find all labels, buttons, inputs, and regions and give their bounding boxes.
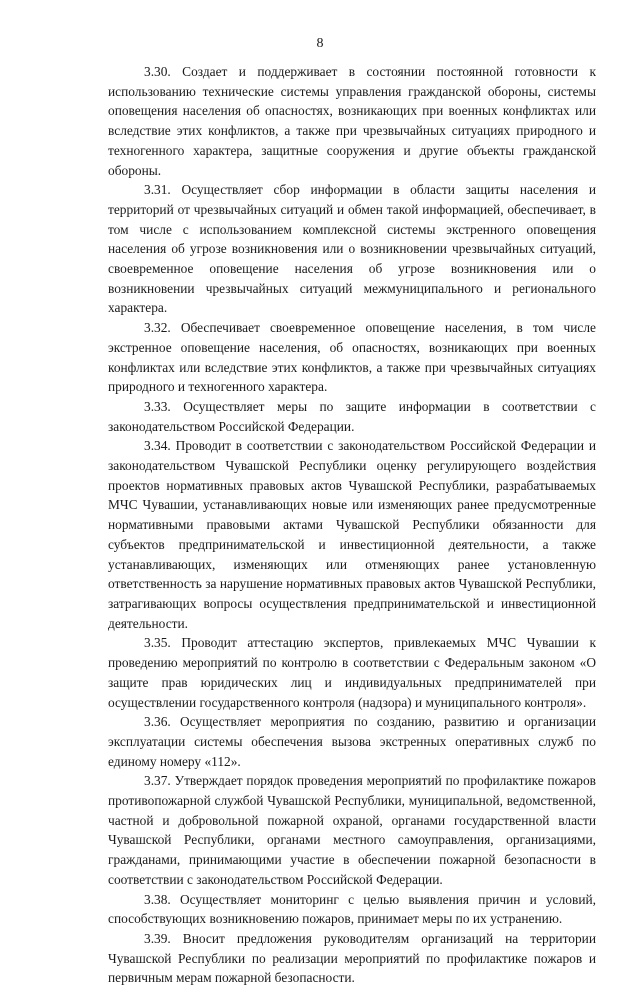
paragraph-3-32: 3.32. Обеспечивает своевременное оповещение населения, в том числе экстренное оповещение населения, об опасностях, возникающих при военных конфликтах или вследствие этих конфликтов, а также при чрезвычайных ситуациях природного и техногенного характера. [108, 320, 596, 395]
paragraph-3-39: 3.39. Вносит предложения руководителям организаций на территории Чувашской Республики по реализации мероприятий по профилактике пожаров и первичным мерам пожарной безопасности. [108, 930, 596, 986]
paragraph-3-33: 3.33. Осуществляет меры по защите информации в соответствии с законодательством Российской Федерации. [108, 398, 596, 434]
paragraph-3-38: 3.38. Осуществляет мониторинг с целью выявления причин и условий, способствующих возникновению пожаров, принимает меры по их устранению. [108, 891, 596, 927]
document-body [108, 62, 596, 988]
paragraph-3-35: 3.35. Проводит аттестацию экспертов, привлекаемых МЧС Чувашии к проведению мероприятий по контролю в соответствии с Федеральным законом «О защите прав юридических лиц и индивидуальных предпринимателей при осуществлении государственного контроля (надзора) и муниципального контроля». [108, 635, 596, 710]
paragraph-3-36: 3.36. Осуществляет мероприятия по созданию, развитию и организации эксплуатации системы обеспечения вызова экстренных оперативных служб по единому номеру «112». [108, 714, 596, 769]
page-number: 8 [316, 36, 324, 51]
paragraph-3-30: 3.30. Создает и поддерживает в состоянии постоянной готовности к использованию технические системы управления гражданской обороны, системы оповещения населения об опасностях, возникающих при военных конфликтах или вследствие этих конфликтов, а также при чрезвычайных ситуациях природного и техногенного характера, защитные сооружения и другие объекты гражданской обороны. [108, 64, 596, 178]
paragraph-3-34: 3.34. Проводит в соответствии с законодательством Российской Федерации и законодательством Чувашской Республики оценку регулирующего воздействия проектов нормативных правовых актов Чувашской Республики, разрабатываемых МЧС Чувашии, устанавливающих новые или изменяющих ранее предусмотренные нормативными правовыми актами Чувашской Республики обязанности для субъектов предпринимательской и инвестиционной деятельности, а также устанавливающих, изменяющих или отменяющих ранее установленную ответственность за нарушение нормативных правовых актов Чувашской Республики, затрагивающих вопросы осуществления предпринимательской и инвестиционной деятельности. [108, 438, 596, 631]
paragraph-3-37: 3.37. Утверждает порядок проведения мероприятий по профилактике пожаров противопожарной службой Чувашской Республики, муниципальной, ведомственной, частной и добровольной пожарной охраной, органами государственной власти Чувашской Республики, органами местного самоуправления, организациями, гражданами, принимающими участие в обеспечении пожарной безопасности в соответствии с законодательством Российской Федерации. [108, 773, 596, 887]
paragraph-3-31: 3.31. Осуществляет сбор информации в области защиты населения и территорий от чрезвычайных ситуаций и обмен такой информацией, обеспечивает, в том числе с использованием комплексной системы экстренного оповещения населения об угрозе возникновения или о возникновении чрезвычайных ситуаций, своевременное оповещение населения об угрозе возникновения или о возникновении чрезвычайных ситуаций межмуниципального и регионального характера. [108, 182, 596, 316]
